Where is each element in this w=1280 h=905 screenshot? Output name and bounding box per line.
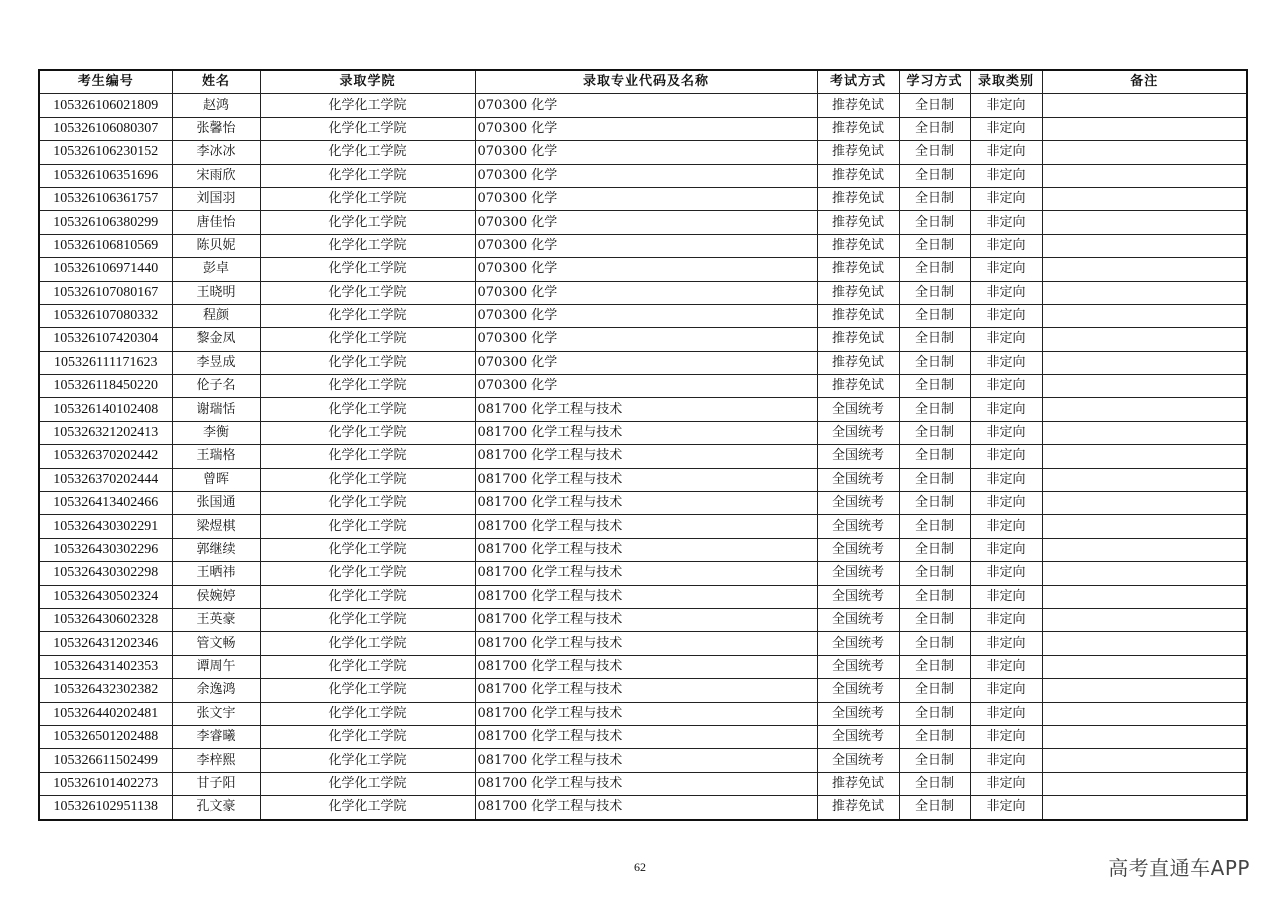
- cell-exam-method: 全国统考: [817, 468, 899, 491]
- cell-major: 081700 化学工程与技术: [475, 515, 817, 538]
- cell-admit-type: 非定向: [970, 796, 1042, 820]
- cell-exam-id: 105326611502499: [39, 749, 172, 772]
- cell-admit-type: 非定向: [970, 515, 1042, 538]
- cell-name: 曾晖: [172, 468, 260, 491]
- cell-remarks: [1042, 351, 1247, 374]
- table-row: [39, 445, 1247, 468]
- cell-admit-type: 非定向: [970, 772, 1042, 795]
- cell-exam-method: 推荐免试: [817, 234, 899, 257]
- header-name: 姓名: [172, 70, 260, 94]
- table-row: [39, 141, 1247, 164]
- table-body: [39, 94, 1247, 820]
- cell-major: 070300 化学: [475, 117, 817, 140]
- cell-college: 化学化工学院: [260, 702, 475, 725]
- cell-major: 081700 化学工程与技术: [475, 538, 817, 561]
- table-row: [39, 655, 1247, 678]
- cell-study-mode: 全日制: [899, 94, 970, 117]
- cell-remarks: [1042, 492, 1247, 515]
- cell-admit-type: 非定向: [970, 725, 1042, 748]
- cell-study-mode: 全日制: [899, 538, 970, 561]
- cell-study-mode: 全日制: [899, 258, 970, 281]
- table-row: [39, 585, 1247, 608]
- cell-admit-type: 非定向: [970, 258, 1042, 281]
- cell-admit-type: 非定向: [970, 679, 1042, 702]
- table-row: [39, 538, 1247, 561]
- cell-college: 化学化工学院: [260, 117, 475, 140]
- cell-college: 化学化工学院: [260, 585, 475, 608]
- cell-major: 070300 化学: [475, 351, 817, 374]
- cell-exam-id: 105326431202346: [39, 632, 172, 655]
- cell-exam-method: 推荐免试: [817, 351, 899, 374]
- table-row: [39, 187, 1247, 210]
- cell-exam-id: 105326440202481: [39, 702, 172, 725]
- cell-exam-method: 全国统考: [817, 679, 899, 702]
- cell-college: 化学化工学院: [260, 234, 475, 257]
- cell-college: 化学化工学院: [260, 398, 475, 421]
- cell-exam-method: 推荐免试: [817, 94, 899, 117]
- cell-exam-method: 全国统考: [817, 445, 899, 468]
- cell-study-mode: 全日制: [899, 117, 970, 140]
- cell-exam-id: 105326111171623: [39, 351, 172, 374]
- cell-admit-type: 非定向: [970, 234, 1042, 257]
- cell-name: 郭继续: [172, 538, 260, 561]
- table-row: [39, 234, 1247, 257]
- cell-name: 侯婉婷: [172, 585, 260, 608]
- cell-college: 化学化工学院: [260, 796, 475, 820]
- cell-exam-id: 105326106230152: [39, 141, 172, 164]
- cell-exam-id: 105326370202444: [39, 468, 172, 491]
- cell-remarks: [1042, 234, 1247, 257]
- cell-major: 081700 化学工程与技术: [475, 562, 817, 585]
- cell-study-mode: 全日制: [899, 608, 970, 631]
- cell-admit-type: 非定向: [970, 585, 1042, 608]
- cell-admit-type: 非定向: [970, 632, 1042, 655]
- cell-study-mode: 全日制: [899, 351, 970, 374]
- cell-name: 王英豪: [172, 608, 260, 631]
- cell-college: 化学化工学院: [260, 749, 475, 772]
- cell-college: 化学化工学院: [260, 632, 475, 655]
- cell-study-mode: 全日制: [899, 398, 970, 421]
- cell-name: 李衡: [172, 421, 260, 444]
- cell-study-mode: 全日制: [899, 585, 970, 608]
- cell-exam-id: 105326106380299: [39, 211, 172, 234]
- cell-major: 070300 化学: [475, 328, 817, 351]
- cell-remarks: [1042, 725, 1247, 748]
- cell-remarks: [1042, 538, 1247, 561]
- cell-remarks: [1042, 281, 1247, 304]
- cell-exam-method: 推荐免试: [817, 164, 899, 187]
- cell-exam-id: 105326106080307: [39, 117, 172, 140]
- cell-remarks: [1042, 585, 1247, 608]
- cell-admit-type: 非定向: [970, 445, 1042, 468]
- cell-admit-type: 非定向: [970, 164, 1042, 187]
- header-remarks: 备注: [1042, 70, 1247, 94]
- table-row: [39, 632, 1247, 655]
- table-row: [39, 421, 1247, 444]
- cell-college: 化学化工学院: [260, 562, 475, 585]
- cell-remarks: [1042, 445, 1247, 468]
- cell-admit-type: 非定向: [970, 117, 1042, 140]
- cell-exam-id: 105326101402273: [39, 772, 172, 795]
- cell-college: 化学化工学院: [260, 608, 475, 631]
- cell-name: 李昱成: [172, 351, 260, 374]
- cell-admit-type: 非定向: [970, 211, 1042, 234]
- cell-study-mode: 全日制: [899, 725, 970, 748]
- cell-remarks: [1042, 187, 1247, 210]
- cell-name: 谭周午: [172, 655, 260, 678]
- cell-major: 081700 化学工程与技术: [475, 492, 817, 515]
- cell-major: 081700 化学工程与技术: [475, 421, 817, 444]
- page-number: 62: [634, 860, 646, 874]
- table-row: [39, 749, 1247, 772]
- cell-exam-method: 全国统考: [817, 398, 899, 421]
- cell-study-mode: 全日制: [899, 375, 970, 398]
- cell-remarks: [1042, 772, 1247, 795]
- cell-remarks: [1042, 632, 1247, 655]
- cell-major: 070300 化学: [475, 258, 817, 281]
- header-admit-type: 录取类别: [970, 70, 1042, 94]
- cell-major: 070300 化学: [475, 187, 817, 210]
- cell-name: 王瑞格: [172, 445, 260, 468]
- cell-remarks: [1042, 304, 1247, 327]
- table-row: [39, 398, 1247, 421]
- header-college: 录取学院: [260, 70, 475, 94]
- cell-exam-id: 105326430602328: [39, 608, 172, 631]
- cell-admit-type: 非定向: [970, 187, 1042, 210]
- cell-exam-id: 105326106971440: [39, 258, 172, 281]
- cell-remarks: [1042, 679, 1247, 702]
- cell-name: 管文畅: [172, 632, 260, 655]
- cell-exam-id: 105326140102408: [39, 398, 172, 421]
- cell-remarks: [1042, 749, 1247, 772]
- cell-name: 张馨怡: [172, 117, 260, 140]
- cell-exam-method: 推荐免试: [817, 281, 899, 304]
- cell-major: 070300 化学: [475, 164, 817, 187]
- cell-college: 化学化工学院: [260, 655, 475, 678]
- cell-college: 化学化工学院: [260, 679, 475, 702]
- cell-name: 王晓明: [172, 281, 260, 304]
- cell-exam-method: 全国统考: [817, 421, 899, 444]
- cell-exam-method: 推荐免试: [817, 187, 899, 210]
- cell-exam-method: 全国统考: [817, 538, 899, 561]
- table-row: [39, 304, 1247, 327]
- cell-name: 甘子阳: [172, 772, 260, 795]
- cell-name: 王晒祎: [172, 562, 260, 585]
- cell-admit-type: 非定向: [970, 281, 1042, 304]
- cell-name: 伦子名: [172, 375, 260, 398]
- cell-admit-type: 非定向: [970, 94, 1042, 117]
- cell-study-mode: 全日制: [899, 187, 970, 210]
- header-row: [39, 70, 1247, 94]
- cell-major: 081700 化学工程与技术: [475, 468, 817, 491]
- table-row: [39, 258, 1247, 281]
- cell-exam-method: 全国统考: [817, 562, 899, 585]
- cell-college: 化学化工学院: [260, 725, 475, 748]
- cell-name: 宋雨欣: [172, 164, 260, 187]
- cell-college: 化学化工学院: [260, 538, 475, 561]
- table-row: [39, 328, 1247, 351]
- cell-college: 化学化工学院: [260, 211, 475, 234]
- cell-remarks: [1042, 328, 1247, 351]
- cell-study-mode: 全日制: [899, 562, 970, 585]
- cell-college: 化学化工学院: [260, 375, 475, 398]
- cell-study-mode: 全日制: [899, 421, 970, 444]
- cell-remarks: [1042, 468, 1247, 491]
- cell-remarks: [1042, 515, 1247, 538]
- cell-exam-id: 105326413402466: [39, 492, 172, 515]
- cell-name: 刘国羽: [172, 187, 260, 210]
- cell-admit-type: 非定向: [970, 328, 1042, 351]
- cell-name: 张国通: [172, 492, 260, 515]
- cell-study-mode: 全日制: [899, 772, 970, 795]
- cell-name: 李梓熙: [172, 749, 260, 772]
- cell-major: 081700 化学工程与技术: [475, 679, 817, 702]
- cell-major: 070300 化学: [475, 211, 817, 234]
- cell-remarks: [1042, 141, 1247, 164]
- cell-exam-method: 推荐免试: [817, 304, 899, 327]
- cell-study-mode: 全日制: [899, 445, 970, 468]
- cell-major: 081700 化学工程与技术: [475, 585, 817, 608]
- cell-admit-type: 非定向: [970, 492, 1042, 515]
- cell-admit-type: 非定向: [970, 749, 1042, 772]
- cell-college: 化学化工学院: [260, 421, 475, 444]
- cell-exam-id: 105326102951138: [39, 796, 172, 820]
- cell-exam-method: 推荐免试: [817, 328, 899, 351]
- table-row: [39, 117, 1247, 140]
- table-row: [39, 772, 1247, 795]
- cell-admit-type: 非定向: [970, 398, 1042, 421]
- cell-exam-method: 推荐免试: [817, 117, 899, 140]
- cell-exam-method: 推荐免试: [817, 141, 899, 164]
- cell-major: 070300 化学: [475, 281, 817, 304]
- cell-college: 化学化工学院: [260, 94, 475, 117]
- cell-study-mode: 全日制: [899, 234, 970, 257]
- cell-study-mode: 全日制: [899, 749, 970, 772]
- cell-exam-method: 全国统考: [817, 702, 899, 725]
- cell-college: 化学化工学院: [260, 468, 475, 491]
- cell-exam-id: 105326106351696: [39, 164, 172, 187]
- cell-major: 070300 化学: [475, 94, 817, 117]
- cell-college: 化学化工学院: [260, 492, 475, 515]
- cell-exam-id: 105326501202488: [39, 725, 172, 748]
- cell-exam-method: 推荐免试: [817, 375, 899, 398]
- cell-name: 赵鸿: [172, 94, 260, 117]
- cell-exam-method: 全国统考: [817, 608, 899, 631]
- table-row: [39, 796, 1247, 820]
- cell-admit-type: 非定向: [970, 655, 1042, 678]
- cell-name: 谢瑞恬: [172, 398, 260, 421]
- table-row: [39, 608, 1247, 631]
- cell-study-mode: 全日制: [899, 304, 970, 327]
- cell-remarks: [1042, 94, 1247, 117]
- cell-exam-id: 105326106021809: [39, 94, 172, 117]
- table-header: [39, 70, 1247, 94]
- cell-name: 唐佳怡: [172, 211, 260, 234]
- cell-college: 化学化工学院: [260, 445, 475, 468]
- cell-major: 081700 化学工程与技术: [475, 702, 817, 725]
- cell-study-mode: 全日制: [899, 515, 970, 538]
- cell-admit-type: 非定向: [970, 562, 1042, 585]
- cell-exam-id: 105326431402353: [39, 655, 172, 678]
- cell-exam-method: 推荐免试: [817, 796, 899, 820]
- table-row: [39, 702, 1247, 725]
- cell-remarks: [1042, 562, 1247, 585]
- cell-exam-id: 105326107080167: [39, 281, 172, 304]
- cell-remarks: [1042, 421, 1247, 444]
- cell-exam-id: 105326370202442: [39, 445, 172, 468]
- cell-remarks: [1042, 375, 1247, 398]
- cell-study-mode: 全日制: [899, 328, 970, 351]
- table-row: [39, 562, 1247, 585]
- cell-major: 081700 化学工程与技术: [475, 796, 817, 820]
- cell-remarks: [1042, 258, 1247, 281]
- cell-remarks: [1042, 117, 1247, 140]
- cell-study-mode: 全日制: [899, 702, 970, 725]
- cell-exam-id: 105326430502324: [39, 585, 172, 608]
- cell-exam-id: 105326106810569: [39, 234, 172, 257]
- cell-exam-method: 全国统考: [817, 725, 899, 748]
- cell-name: 梁煜棋: [172, 515, 260, 538]
- cell-remarks: [1042, 211, 1247, 234]
- cell-exam-id: 105326107420304: [39, 328, 172, 351]
- cell-major: 081700 化学工程与技术: [475, 655, 817, 678]
- cell-admit-type: 非定向: [970, 538, 1042, 561]
- cell-admit-type: 非定向: [970, 702, 1042, 725]
- cell-college: 化学化工学院: [260, 328, 475, 351]
- cell-study-mode: 全日制: [899, 468, 970, 491]
- cell-remarks: [1042, 655, 1247, 678]
- cell-major: 081700 化学工程与技术: [475, 608, 817, 631]
- table-row: [39, 281, 1247, 304]
- cell-study-mode: 全日制: [899, 796, 970, 820]
- cell-major: 070300 化学: [475, 141, 817, 164]
- cell-remarks: [1042, 796, 1247, 820]
- admission-table: [38, 69, 1248, 821]
- cell-major: 081700 化学工程与技术: [475, 749, 817, 772]
- cell-remarks: [1042, 398, 1247, 421]
- header-exam-method: 考试方式: [817, 70, 899, 94]
- cell-college: 化学化工学院: [260, 164, 475, 187]
- cell-name: 陈贝妮: [172, 234, 260, 257]
- table-row: [39, 468, 1247, 491]
- cell-exam-method: 全国统考: [817, 585, 899, 608]
- cell-exam-method: 全国统考: [817, 492, 899, 515]
- table-row: [39, 375, 1247, 398]
- cell-study-mode: 全日制: [899, 164, 970, 187]
- cell-name: 彭卓: [172, 258, 260, 281]
- table-row: [39, 351, 1247, 374]
- cell-exam-method: 全国统考: [817, 749, 899, 772]
- cell-admit-type: 非定向: [970, 304, 1042, 327]
- cell-college: 化学化工学院: [260, 772, 475, 795]
- cell-exam-id: 105326430302296: [39, 538, 172, 561]
- cell-exam-id: 105326106361757: [39, 187, 172, 210]
- cell-major: 081700 化学工程与技术: [475, 445, 817, 468]
- cell-college: 化学化工学院: [260, 281, 475, 304]
- cell-college: 化学化工学院: [260, 351, 475, 374]
- cell-exam-method: 推荐免试: [817, 211, 899, 234]
- cell-exam-id: 105326321202413: [39, 421, 172, 444]
- cell-admit-type: 非定向: [970, 141, 1042, 164]
- cell-exam-method: 推荐免试: [817, 258, 899, 281]
- cell-name: 张文宇: [172, 702, 260, 725]
- cell-name: 程颜: [172, 304, 260, 327]
- table-row: [39, 725, 1247, 748]
- cell-exam-id: 105326107080332: [39, 304, 172, 327]
- cell-name: 李睿曦: [172, 725, 260, 748]
- cell-major: 070300 化学: [475, 375, 817, 398]
- watermark: 高考直通车APP: [1108, 856, 1250, 880]
- cell-admit-type: 非定向: [970, 375, 1042, 398]
- cell-admit-type: 非定向: [970, 468, 1042, 491]
- table-row: [39, 515, 1247, 538]
- cell-remarks: [1042, 608, 1247, 631]
- cell-exam-id: 105326118450220: [39, 375, 172, 398]
- cell-study-mode: 全日制: [899, 211, 970, 234]
- cell-exam-method: 全国统考: [817, 632, 899, 655]
- cell-remarks: [1042, 164, 1247, 187]
- table-row: [39, 94, 1247, 117]
- cell-name: 余逸鸿: [172, 679, 260, 702]
- cell-study-mode: 全日制: [899, 655, 970, 678]
- cell-college: 化学化工学院: [260, 515, 475, 538]
- cell-college: 化学化工学院: [260, 258, 475, 281]
- cell-name: 李冰冰: [172, 141, 260, 164]
- table-row: [39, 679, 1247, 702]
- cell-admit-type: 非定向: [970, 608, 1042, 631]
- cell-exam-id: 105326430302291: [39, 515, 172, 538]
- cell-major: 081700 化学工程与技术: [475, 632, 817, 655]
- cell-major: 070300 化学: [475, 234, 817, 257]
- table-row: [39, 164, 1247, 187]
- cell-major: 081700 化学工程与技术: [475, 772, 817, 795]
- header-study-mode: 学习方式: [899, 70, 970, 94]
- cell-name: 孔文豪: [172, 796, 260, 820]
- cell-study-mode: 全日制: [899, 281, 970, 304]
- header-major: 录取专业代码及名称: [475, 70, 817, 94]
- cell-exam-method: 全国统考: [817, 655, 899, 678]
- cell-major: 081700 化学工程与技术: [475, 725, 817, 748]
- table-row: [39, 492, 1247, 515]
- cell-study-mode: 全日制: [899, 632, 970, 655]
- cell-exam-id: 105326432302382: [39, 679, 172, 702]
- cell-study-mode: 全日制: [899, 492, 970, 515]
- cell-major: 081700 化学工程与技术: [475, 398, 817, 421]
- cell-exam-id: 105326430302298: [39, 562, 172, 585]
- cell-college: 化学化工学院: [260, 304, 475, 327]
- cell-study-mode: 全日制: [899, 679, 970, 702]
- cell-college: 化学化工学院: [260, 187, 475, 210]
- cell-name: 黎金凤: [172, 328, 260, 351]
- cell-major: 070300 化学: [475, 304, 817, 327]
- cell-admit-type: 非定向: [970, 351, 1042, 374]
- cell-study-mode: 全日制: [899, 141, 970, 164]
- header-exam-id: 考生编号: [39, 70, 172, 94]
- table-row: [39, 211, 1247, 234]
- cell-exam-method: 推荐免试: [817, 772, 899, 795]
- cell-college: 化学化工学院: [260, 141, 475, 164]
- cell-exam-method: 全国统考: [817, 515, 899, 538]
- cell-admit-type: 非定向: [970, 421, 1042, 444]
- cell-remarks: [1042, 702, 1247, 725]
